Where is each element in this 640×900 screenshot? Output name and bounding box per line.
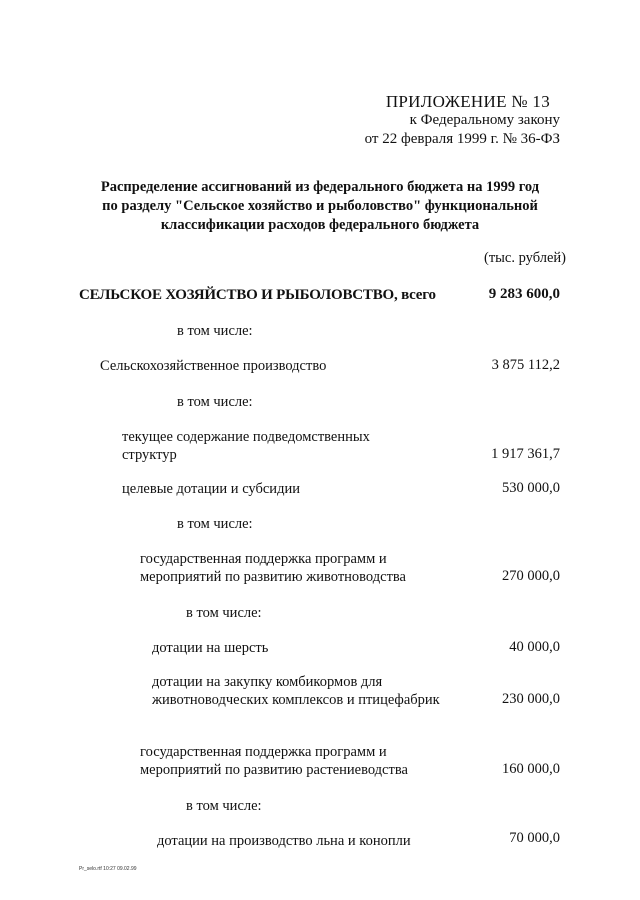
row-agri-production-value: 3 875 112,2 [491,357,560,373]
row-sub-heading: в том числе: [177,394,253,410]
row-wool-subsidy-value: 40 000,0 [509,639,560,655]
title-line-3: классификации расходов федерального бюджета [160,217,480,233]
title-line-1: Распределение ассигнований из федерального бюджета на 1999 год [100,179,540,195]
title-line-2: по разделу "Сельское хозяйство и рыболовство" функциональной [102,198,538,214]
row-agri-production-label: Сельскохозяйственное производство [100,358,327,374]
row-livestock-support-value: 270 000,0 [502,568,560,584]
row-sub-heading: в том числе: [177,323,253,339]
row-total-value: 9 283 600,0 [488,286,560,302]
file-footer: Pr_selo.rtf 10:27 09.02.99 [79,866,137,872]
units-label: (тыс. рублей) [484,250,566,266]
row-total-label: СЕЛЬСКОЕ ХОЗЯЙСТВО И РЫБОЛОВСТВО, всего [79,287,436,303]
row-targeted-subsidies-value: 530 000,0 [502,480,560,496]
annex-header [365,92,560,149]
row-crop-support-value: 160 000,0 [502,761,560,777]
annex-number: ПРИЛОЖЕНИЕ № 13 [385,92,550,111]
row-feed-subsidy-value: 230 000,0 [502,691,560,707]
row-label-line: государственная поддержка программ и [140,744,387,760]
row-sub-heading: в том числе: [186,605,262,621]
row-sub-heading: в том числе: [186,798,262,814]
row-label-line: дотации на закупку комбикормов для [152,674,383,690]
row-label-line: животноводческих комплексов и птицефабрик [152,692,440,708]
row-current-maintenance-label [122,428,370,464]
row-current-maintenance-value: 1 917 361,7 [491,446,560,462]
row-label-line: государственная поддержка программ и [140,551,387,567]
annex-law-date: от 22 февраля 1999 г. № 36-ФЗ [364,131,560,147]
row-label-line: структур [122,447,177,463]
row-livestock-support-label [140,550,406,586]
annex-law-reference: к Федеральному закону [409,112,560,128]
row-label-line: мероприятий по развитию растениеводства [140,762,408,778]
row-feed-subsidy-label [152,673,440,709]
row-label-line: мероприятий по развитию животноводства [140,569,406,585]
document-title [60,178,580,235]
row-flax-hemp-subsidy-value: 70 000,0 [509,830,560,846]
row-sub-heading: в том числе: [177,516,253,532]
row-targeted-subsidies-label: целевые дотации и субсидии [122,481,300,497]
row-label-line: текущее содержание подведомственных [122,429,370,445]
row-flax-hemp-subsidy-label: дотации на производство льна и конопли [157,833,411,849]
row-crop-support-label [140,743,408,779]
row-wool-subsidy-label: дотации на шерсть [152,640,269,656]
